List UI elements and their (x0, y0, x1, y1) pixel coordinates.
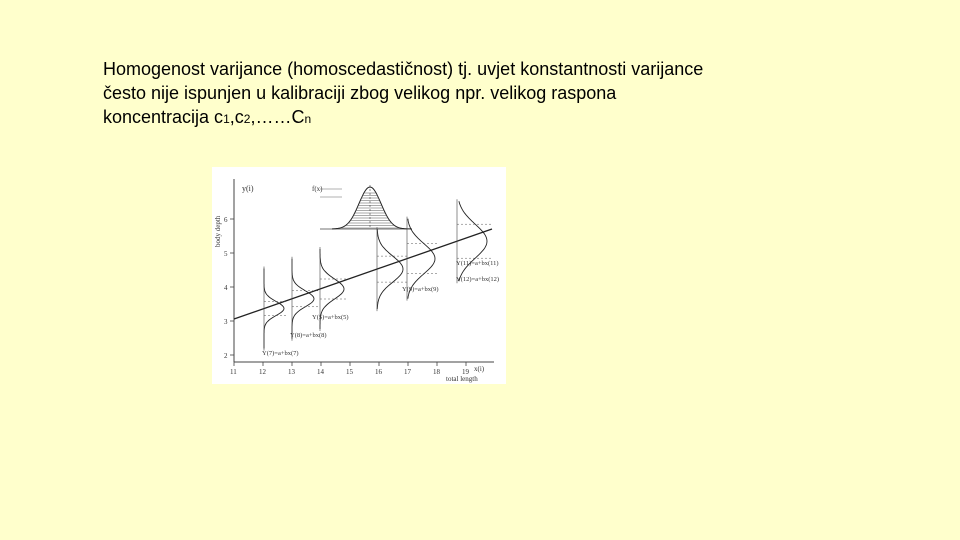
curve-label-11: Y(11)=a+bx(11) (456, 260, 499, 267)
y-tick-label: 4 (224, 284, 228, 292)
y-axis-title: body depth (214, 215, 222, 247)
subscript-1: 1 (223, 112, 230, 126)
x-tick-label: 16 (375, 368, 382, 376)
conditional-distributions (264, 199, 491, 350)
conditional-curve (292, 259, 314, 339)
y-tick-label: 3 (224, 318, 228, 326)
subscript-2: 2 (243, 112, 251, 126)
x-tick-label: 15 (346, 368, 353, 376)
conditional-curve (377, 229, 403, 309)
text-line-3 (103, 105, 803, 131)
y-tick-label: 6 (224, 216, 228, 224)
x-axis-variable: x(i) (474, 365, 485, 373)
curve-label-5: Y(5)=a+bx(5) (312, 314, 349, 321)
x-tick-label: 13 (288, 368, 295, 376)
text-line-2: često nije ispunjen u kalibraciji zbog velikog npr. velikog raspona (103, 83, 617, 103)
inset-label: f(x) (312, 185, 323, 193)
curve-label-9: Y(9)=a+bx(9) (402, 286, 439, 293)
regression-figure (212, 167, 506, 384)
curve-label-8: Y(8)=a+bx(8) (290, 332, 327, 339)
y-tick-label: 5 (224, 250, 228, 258)
x-tick-label: 14 (317, 368, 324, 376)
conditional-curve (264, 269, 284, 349)
regression-line (234, 229, 492, 319)
x-tick-label: 11 (230, 368, 237, 376)
sep-1: ,c (229, 107, 244, 127)
y-tick-group (224, 216, 234, 360)
x-tick-group (230, 362, 470, 376)
x-tick-label: 19 (462, 368, 469, 376)
y-axis-variable: y(i) (242, 184, 254, 193)
text-line-1: Homogenost varijance (homoscedastičnost) tj. uvjet konstantnosti varijance (103, 59, 704, 79)
line3-prefix: koncentracija c (103, 107, 224, 127)
curve-label-12: Y(12)=a+bx(12) (456, 276, 500, 283)
curve-label-7: Y(7)=a+bx(7) (262, 350, 299, 357)
subscript-n: n (304, 112, 312, 126)
x-tick-label: 18 (433, 368, 440, 376)
sep-2: ,……C (250, 107, 305, 127)
figure-svg (212, 167, 506, 384)
x-axis-title: total length (446, 375, 478, 383)
inset-distribution (312, 185, 412, 229)
x-tick-label: 17 (404, 368, 411, 376)
x-tick-label: 12 (259, 368, 266, 376)
y-tick-label: 2 (224, 352, 228, 360)
conditional-curve (459, 201, 487, 281)
slide-text (103, 57, 803, 131)
